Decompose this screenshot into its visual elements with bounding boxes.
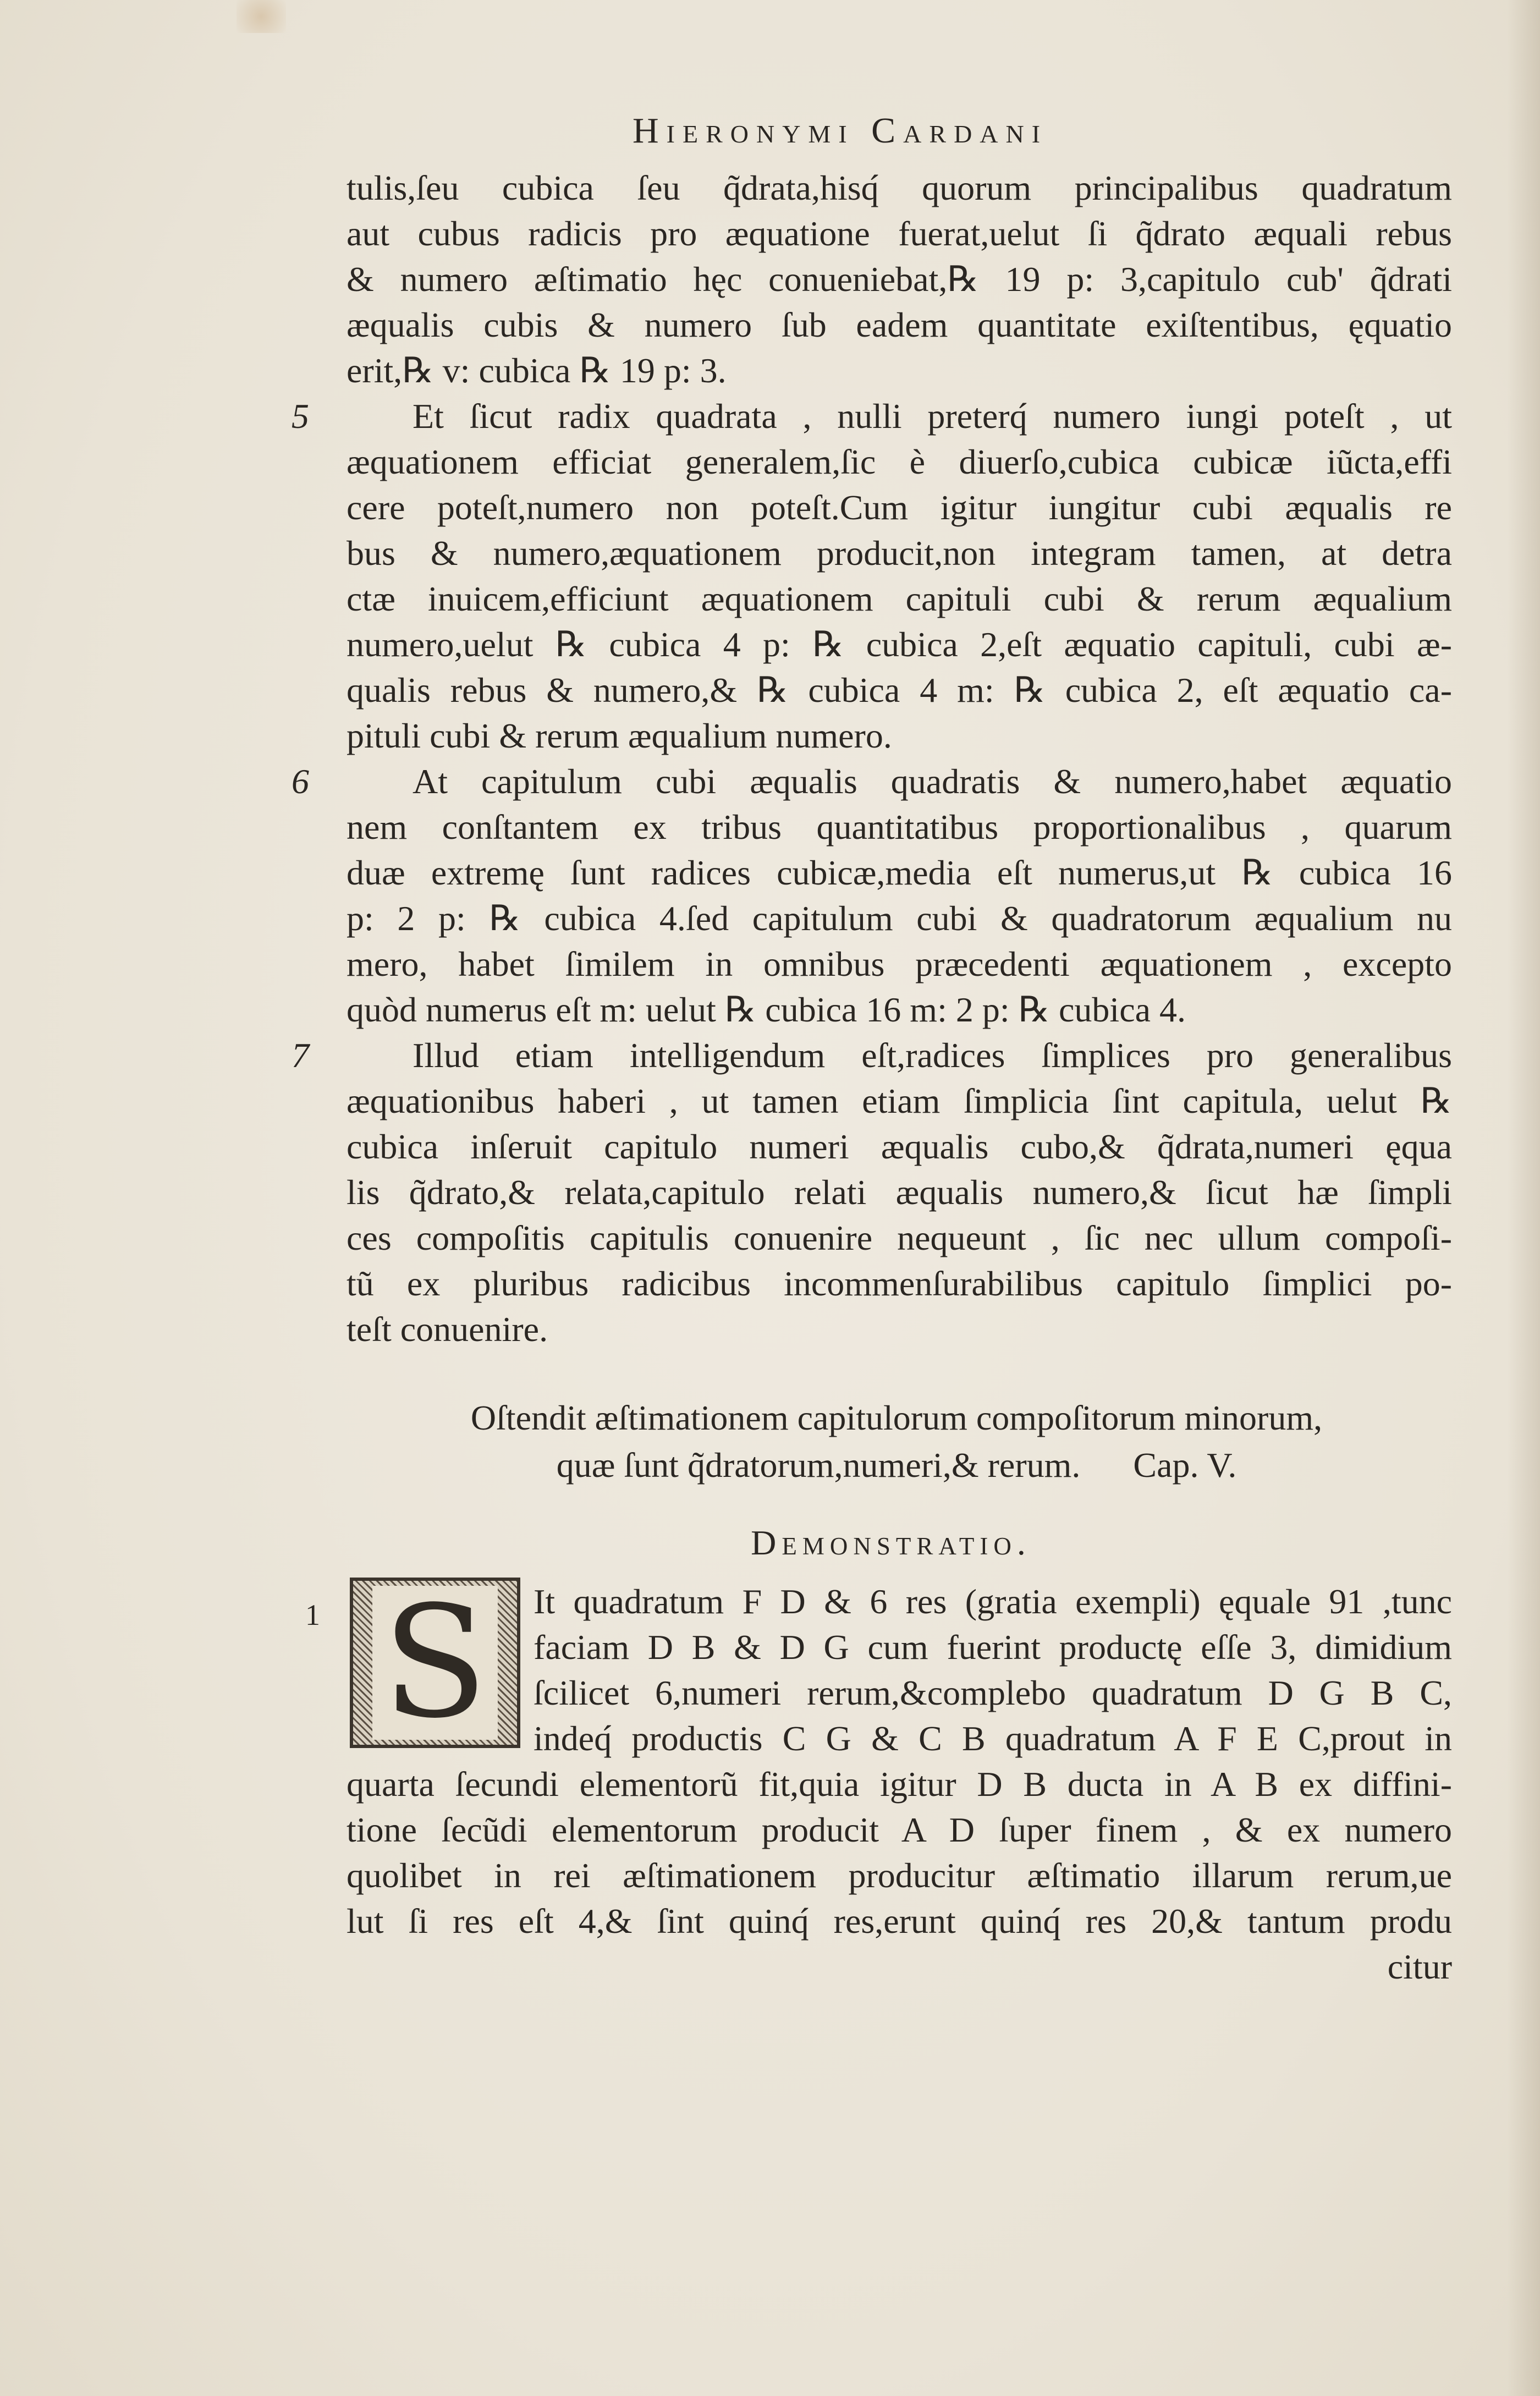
text-line: tulis,ſeu cubica ſeu q̃drata,hisq́ quorum principalibus quadratum xyxy=(346,168,1452,207)
text-line: qualis rebus & numero,& ℞ cubica 4 m: ℞ cubica 2, eſt æquatio ca- xyxy=(346,671,1452,710)
text-line: quòd numerus eſt m: uelut ℞ cubica 16 m: 2 p: ℞ cubica 4. xyxy=(346,990,1186,1029)
margin-mark: 1 xyxy=(305,1598,320,1631)
text-line: ſcilicet 6,numeri rerum,&complebo quadratum D G B C, xyxy=(534,1673,1452,1712)
text-line: lis q̃drato,& relata,capitulo relati æqualis numero,& ſicut hæ ſimpli xyxy=(346,1173,1452,1212)
main-text-block xyxy=(346,165,1452,1352)
text-line: aut cubus radicis pro æquatione fuerat,uelut ſi q̃drato æquali rebus xyxy=(346,214,1452,253)
text-line: pituli cubi & rerum æqualium numero. xyxy=(346,716,892,755)
text-line: tũ ex pluribus radicibus incommenſurabilibus capitulo ſimplici po- xyxy=(346,1264,1452,1303)
running-head: Hieronymi Cardani xyxy=(632,111,1048,151)
text-line: Et ſicut radix quadrata , nulli preterq́ numero iungi poteſt , ut xyxy=(413,397,1452,436)
text-line: quarta ſecundi elementorũ fit,quia igitur D B ducta in A B ex diffini- xyxy=(346,1765,1452,1804)
text-line: ctæ inuicem,efficiunt æquationem capituli cubi & rerum æqualium xyxy=(346,579,1452,618)
text-line: duæ extremę ſunt radices cubicæ,media eſt numerus,ut ℞ cubica 16 xyxy=(346,853,1452,892)
text-line: p: 2 p: ℞ cubica 4.ſed capitulum cubi & quadratorum æqualium nu xyxy=(346,899,1452,938)
chapter-heading-line-2: quæ ſunt q̃dratorum,numeri,& rerum. Cap. V. xyxy=(556,1446,1237,1485)
text-line: quolibet in rei æſtimationem producitur æſtimatio illarum rerum,ue xyxy=(346,1856,1452,1895)
page-stain xyxy=(237,0,286,33)
text-line: tione ſecũdi elementorum producit A D ſuper finem , & ex numero xyxy=(346,1810,1452,1849)
gutter-shadow xyxy=(1507,0,1540,2396)
initial-letter: S xyxy=(372,1586,498,1740)
text-line: ces compoſitis capitulis conuenire nequeunt , ſic nec ullum compoſi- xyxy=(346,1218,1452,1257)
margin-number-5: 5 xyxy=(292,397,309,436)
text-line: indeq́ productis C G & C B quadratum A F E C,prout in xyxy=(534,1719,1452,1758)
chapter-heading xyxy=(374,1394,1419,1489)
chapter-heading-line-1: Oſtendit æſtimationem capitulorum compoſitorum minorum, xyxy=(470,1398,1323,1437)
text-line: erit,℞ v: cubica ℞ 19 p: 3. xyxy=(346,351,727,390)
demonstratio-heading: Demonstratio. xyxy=(751,1523,1031,1562)
text-line: lut ſi res eſt 4,& ſint quinq́ res,erunt quinq́ res 20,& tantum produ xyxy=(346,1902,1452,1941)
text-line: nem conſtantem ex tribus quantitatibus proportionalibus , quarum xyxy=(346,807,1452,847)
catchword: citur xyxy=(1387,1947,1452,1986)
text-line: & numero æſtimatio hęc conueniebat,℞ 19 p: 3,capitulo cub' q̃drati xyxy=(346,260,1452,299)
text-line: numero,uelut ℞ cubica 4 p: ℞ cubica 2,eſt æquatio capituli, cubi æ- xyxy=(346,625,1452,664)
text-line: It quadratum F D & 6 res (gratia exempli) ęquale 91 ,tunc xyxy=(534,1582,1452,1621)
margin-number-6: 6 xyxy=(292,762,309,801)
text-line: Illud etiam intelligendum eſt,radices ſimplices pro generalibus xyxy=(413,1036,1452,1075)
margin-number-7: 7 xyxy=(292,1036,309,1075)
demonstratio-text-block xyxy=(346,1579,1452,1990)
text-line: cubica inſeruit capitulo numeri æqualis cubo,& q̃drata,numeri ęqua xyxy=(346,1127,1452,1166)
text-line: æquationem efficiat generalem,ſic è diuerſo,cubica cubicæ iũcta,effi xyxy=(346,442,1452,481)
text-line: cere poteſt,numero non poteſt.Cum igitur iungitur cubi æqualis re xyxy=(346,488,1452,527)
text-line: At capitulum cubi æqualis quadratis & numero,habet æquatio xyxy=(413,762,1452,801)
text-line: faciam D B & D G cum fuerint productę eſſe 3, dimidium xyxy=(534,1628,1452,1667)
text-line: bus & numero,æquationem producit,non integram tamen, at detra xyxy=(346,534,1452,573)
text-line: æqualis cubis & numero ſub eadem quantitate exiſtentibus, ęquatio xyxy=(346,305,1452,344)
text-line: teſt conuenire. xyxy=(346,1310,548,1349)
text-line: æquationibus haberi , ut tamen etiam ſimplicia ſint capitula, uelut ℞ xyxy=(346,1081,1452,1120)
text-line: mero, habet ſimilem in omnibus præcedenti æquationem , excepto xyxy=(346,944,1452,983)
